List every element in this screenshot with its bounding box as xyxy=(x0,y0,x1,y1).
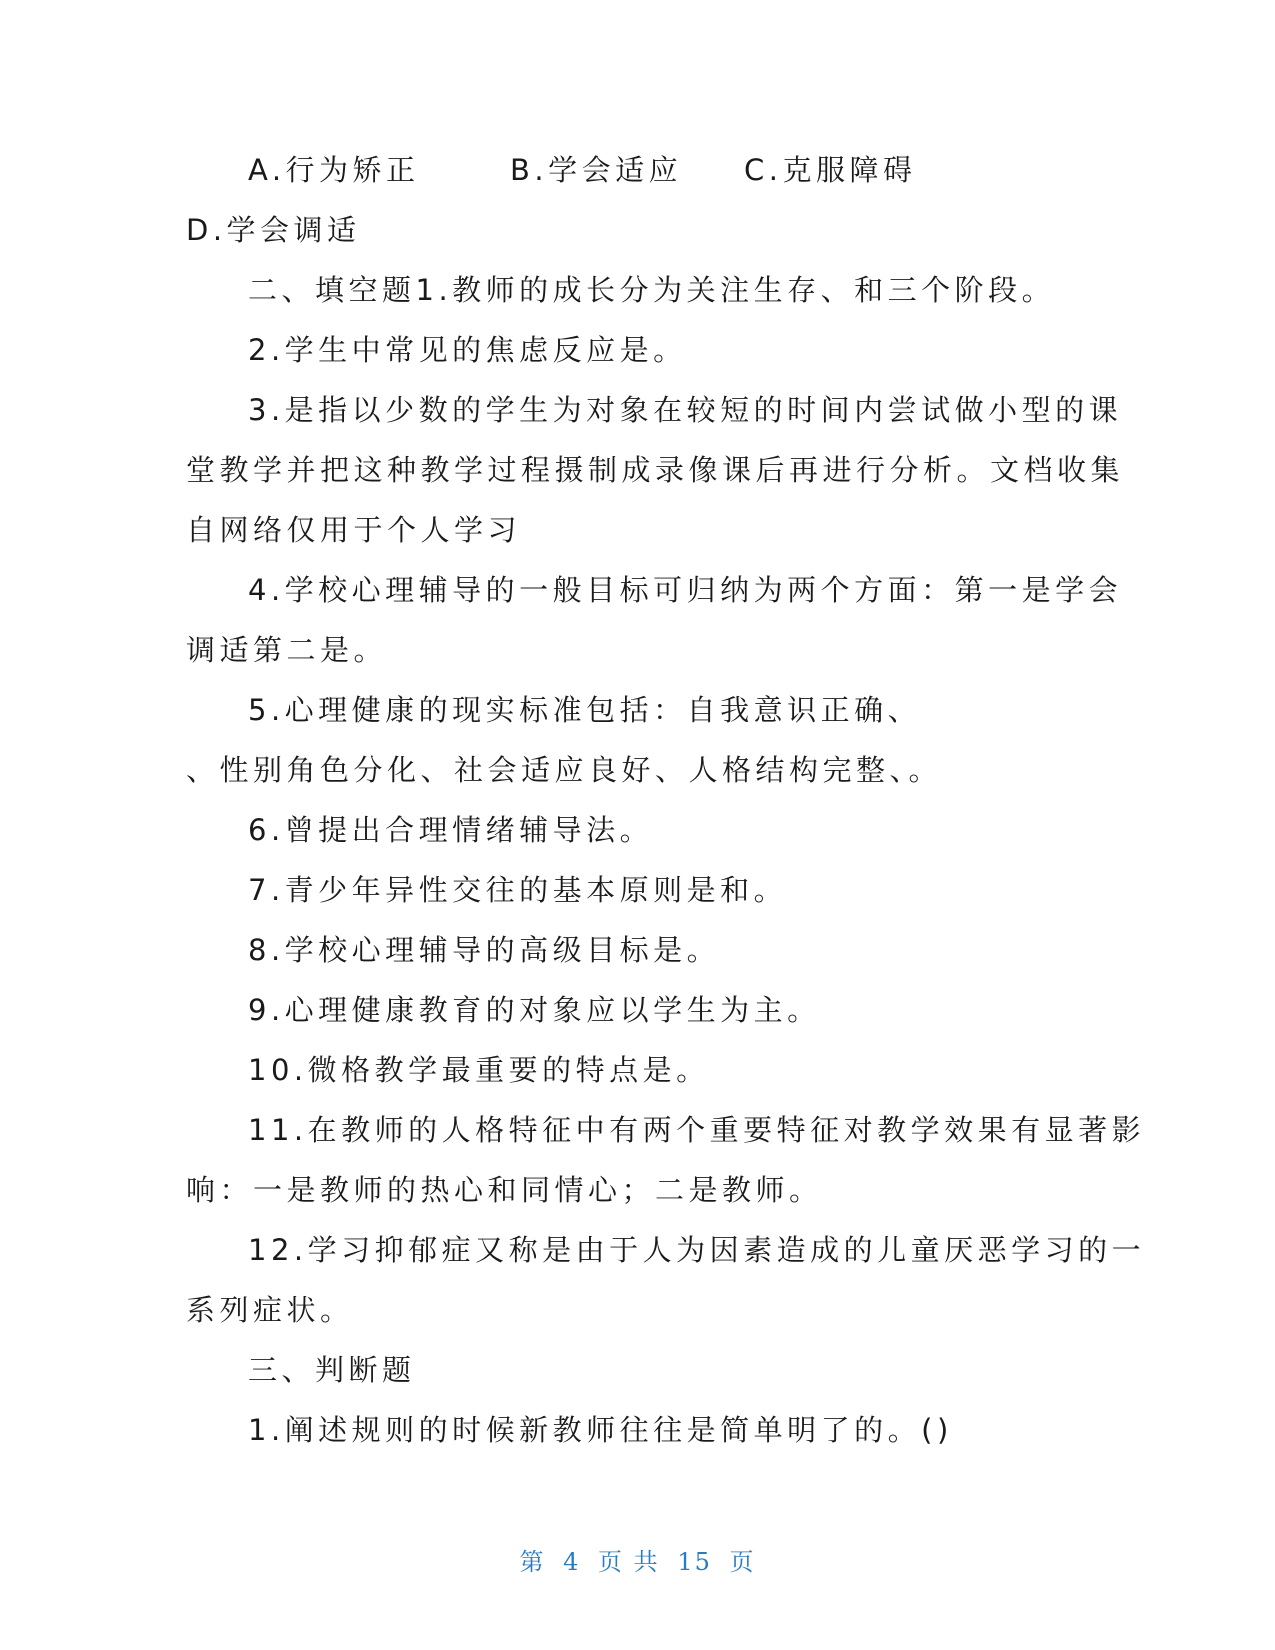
page-footer xyxy=(0,1542,1275,1577)
question-6: 6.曾提出合理情绪辅导法。 xyxy=(248,813,654,847)
option-c: C.克服障碍 xyxy=(744,153,917,187)
question-3-line-3: 自网络仅用于个人学习 xyxy=(186,513,522,547)
document-body xyxy=(186,140,1146,1460)
question-5-line-1: 5.心理健康的现实标准包括：自我意识正确、 xyxy=(248,693,922,727)
question-11-line-1: 11.在教师的人格特征中有两个重要特征对教学效果有显著影 xyxy=(248,1113,1146,1147)
question-3-line-1: 3.是指以少数的学生为对象在较短的时间内尝试做小型的课 xyxy=(248,393,1123,427)
option-d: D.学会调适 xyxy=(186,213,361,247)
footer-middle: 页 共 xyxy=(598,1548,660,1576)
question-2: 2.学生中常见的焦虑反应是。 xyxy=(248,333,687,367)
question-12-line-1: 12.学习抑郁症又称是由于人为因素造成的儿童厌恶学习的一 xyxy=(248,1233,1146,1267)
question-9: 9.心理健康教育的对象应以学生为主。 xyxy=(248,993,821,1027)
total-page-count: 15 xyxy=(677,1548,712,1576)
question-4-line-1: 4.学校心理辅导的一般目标可归纳为两个方面：第一是学会 xyxy=(248,573,1123,607)
choice-options-row xyxy=(186,140,1066,200)
question-4-line-2: 调适第二是。 xyxy=(186,633,388,667)
question-5-line-2: 、性别角色分化、社会适应良好、人格结构完整、。 xyxy=(186,753,943,787)
current-page-number: 4 xyxy=(563,1548,581,1576)
question-11-line-2: 响：一是教师的热心和同情心；二是教师。 xyxy=(186,1173,823,1207)
question-12-line-2: 系列症状。 xyxy=(186,1293,354,1327)
section-judgement-title: 三、判断题 xyxy=(248,1353,416,1387)
question-10: 10.微格教学最重要的特点是。 xyxy=(248,1053,710,1087)
question-7: 7.青少年异性交往的基本原则是和。 xyxy=(248,873,788,907)
option-a: A.行为矫正 xyxy=(248,153,420,187)
section-fill-in-title: 二、填空题1.教师的成长分为关注生存、和三个阶段。 xyxy=(248,273,1056,307)
judgement-question-1: 1.阐述规则的时候新教师往往是简单明了的。() xyxy=(248,1413,953,1447)
option-b: B.学会适应 xyxy=(510,153,683,187)
footer-prefix: 第 xyxy=(519,1548,546,1576)
question-3-line-2: 堂教学并把这种教学过程摄制成录像课后再进行分析。文档收集 xyxy=(186,453,1125,487)
question-8: 8.学校心理辅导的高级目标是。 xyxy=(248,933,721,967)
footer-suffix: 页 xyxy=(729,1548,756,1576)
